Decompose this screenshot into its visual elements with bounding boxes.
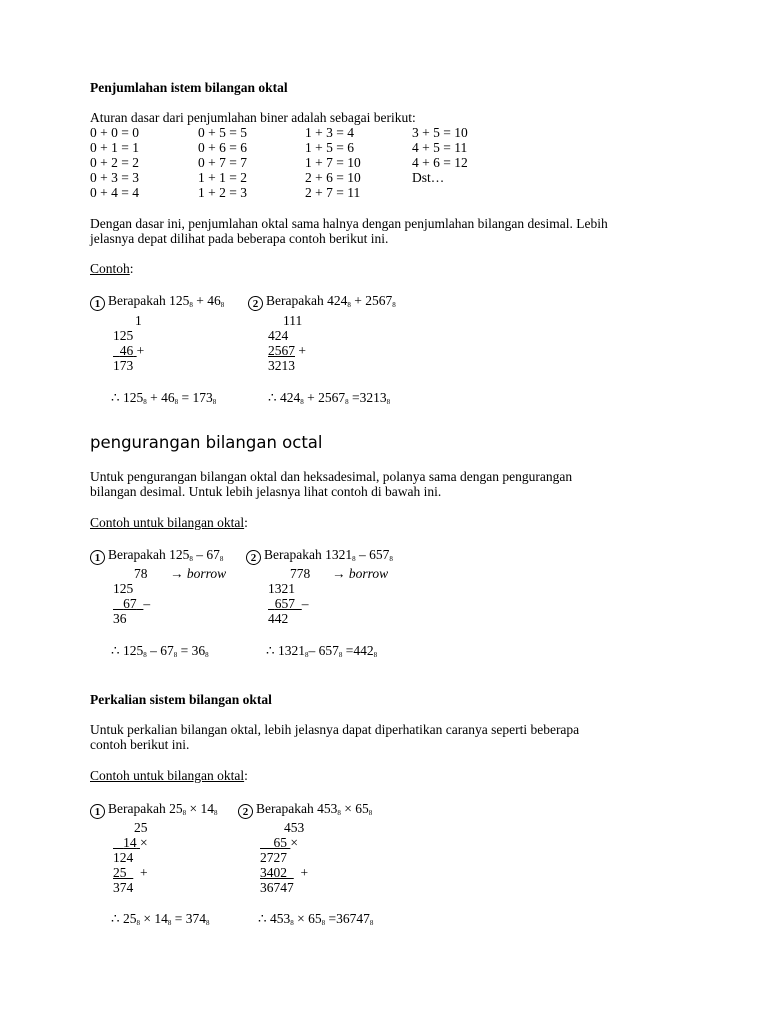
addition-operand-1b: 46 + [119, 343, 145, 358]
multiplication-question-1: 1 Berapakah $25_8 \times 14_8$ [90, 801, 217, 821]
multiplication-partial-2b: 3402 + [260, 865, 309, 880]
number-circle-1: 1 [90, 296, 105, 311]
addition-question-2: 2 Berapakah $424_8 + 2567_8$ [248, 293, 396, 313]
subtraction-question-1: 1 Berapakah $125_8 - 67_8$ [90, 547, 223, 567]
rule-cell: 0 + 7 = 7 [198, 155, 247, 170]
multiplication-operand-2a: 453 [284, 820, 305, 835]
rule-cell: 3 + 5 = 10 [412, 125, 468, 140]
rule-cell: 0 + 2 = 2 [90, 155, 139, 170]
subtraction-example-label: Contoh untuk bilangan oktal: [90, 515, 248, 530]
addition-carry-1: 1 [135, 313, 142, 328]
addition-operand-2a: 424 [268, 328, 289, 343]
addition-result-2: 3213 [268, 358, 295, 373]
multiplication-operand-1a: 25 [134, 820, 148, 835]
rule-cell: 2 + 7 = 11 [305, 185, 361, 200]
rule-cell: 0 + 5 = 5 [198, 125, 247, 140]
number-circle-2: 2 [246, 550, 261, 565]
addition-example-label: Contoh: [90, 261, 134, 276]
subtraction-conclusion-2: ∴ $1321_8-$ $657_8 =442_8$ [266, 643, 378, 659]
addition-operand-1a: 125 [113, 328, 134, 343]
borrow-label-1: → borrow [170, 566, 227, 581]
multiplication-result-1: 374 [113, 880, 134, 895]
multiplication-conclusion-2: ∴ $453_8 \times 65_8 =36747_8$ [258, 911, 374, 927]
rule-cell: 1 + 7 = 10 [305, 155, 361, 170]
rule-cell: 0 + 4 = 4 [90, 185, 139, 200]
subtraction-borrow-2: 778 [290, 566, 311, 581]
multiplication-result-2: 36747 [260, 880, 294, 895]
addition-conclusion-2: ∴ $424_8 + 2567_8 =3213_8$ [268, 390, 391, 406]
addition-carry-2: 111 [283, 313, 303, 328]
multiplication-partial-2a: 2727 [260, 850, 287, 865]
subtraction-result-2: 442 [268, 611, 289, 626]
addition-conclusion-1: ∴ $125_8 + 46_8 = 173_8$ [111, 390, 217, 406]
subtraction-borrow-1: 78 [134, 566, 148, 581]
rule-cell: 0 + 1 = 1 [90, 140, 139, 155]
subtraction-operand-1b: 67 – [123, 596, 151, 611]
addition-question-1: 1 Berapakah $125_8 + 46_8$ [90, 293, 224, 313]
borrow-label-2: → borrow [332, 566, 389, 581]
number-circle-1: 1 [90, 550, 105, 565]
multiplication-question-2: 2 Berapakah $453_8 \times 65_8$ [238, 801, 372, 821]
addition-paragraph-line2: jelasnya depat dilihat pada beberapa contoh berikut ini. [90, 231, 389, 246]
subtraction-result-1: 36 [113, 611, 127, 626]
section-title-addition: Penjumlahan istem bilangan oktal [90, 80, 288, 95]
number-circle-2: 2 [238, 804, 253, 819]
rule-cell: 1 + 2 = 3 [198, 185, 247, 200]
rule-cell: 0 + 3 = 3 [90, 170, 139, 185]
rule-cell: 1 + 5 = 6 [305, 140, 354, 155]
multiplication-partial-1a: 124 [113, 850, 134, 865]
multiplication-paragraph-line1: Untuk perkalian bilangan oktal, lebih jelasnya dapat diperhatikan caranya seperti beberapa [90, 722, 580, 737]
section-title-multiplication: Perkalian sistem bilangan oktal [90, 692, 272, 707]
rule-cell: 0 + 6 = 6 [198, 140, 247, 155]
multiplication-example-label: Contoh untuk bilangan oktal: [90, 768, 248, 783]
number-circle-1: 1 [90, 804, 105, 819]
rule-cell: 2 + 6 = 10 [305, 170, 361, 185]
rule-cell: 0 + 0 = 0 [90, 125, 139, 140]
subtraction-question-2: 2 Berapakah $1321_8 - 657_8$ [246, 547, 393, 567]
addition-result-1: 173 [113, 358, 134, 373]
rule-cell: 4 + 6 = 12 [412, 155, 468, 170]
subtraction-operand-2b: 657 – [274, 596, 309, 611]
subtraction-paragraph-line1: Untuk pengurangan bilangan oktal dan heksadesimal, polanya sama dengan pengurangan [90, 469, 573, 484]
multiplication-paragraph-line2: contoh berikut ini. [90, 737, 190, 752]
rule-cell: 1 + 1 = 2 [198, 170, 247, 185]
rule-cell: Dst… [412, 170, 445, 185]
addition-operand-2b: 2567 + [268, 343, 306, 358]
subtraction-conclusion-1: ∴ $125_8 - 67_8 = 36_8$ [111, 643, 209, 659]
rule-cell: 1 + 3 = 4 [305, 125, 354, 140]
number-circle-2: 2 [248, 296, 263, 311]
multiplication-conclusion-1: ∴ $25_8 \times 14_8 = 374_8$ [111, 911, 210, 927]
subtraction-operand-2a: 1321 [268, 581, 295, 596]
multiplication-partial-1b: 25 + [113, 865, 148, 880]
subtraction-paragraph-line2: bilangan desimal. Untuk lebih jelasnya lihat contoh di bawah ini. [90, 484, 442, 499]
rule-cell: 4 + 5 = 11 [412, 140, 468, 155]
section-title-subtraction: pengurangan bilangan octal [90, 433, 323, 452]
multiplication-operand-2b: 65 × [273, 835, 298, 850]
addition-intro: Aturan dasar dari penjumlahan biner adalah sebagai berikut: [90, 110, 416, 125]
multiplication-operand-1b: 14 × [123, 835, 148, 850]
addition-paragraph-line1: Dengan dasar ini, penjumlahan oktal sama halnya dengan penjumlahan bilangan desimal. Lebih [90, 216, 608, 231]
subtraction-operand-1a: 125 [113, 581, 134, 596]
